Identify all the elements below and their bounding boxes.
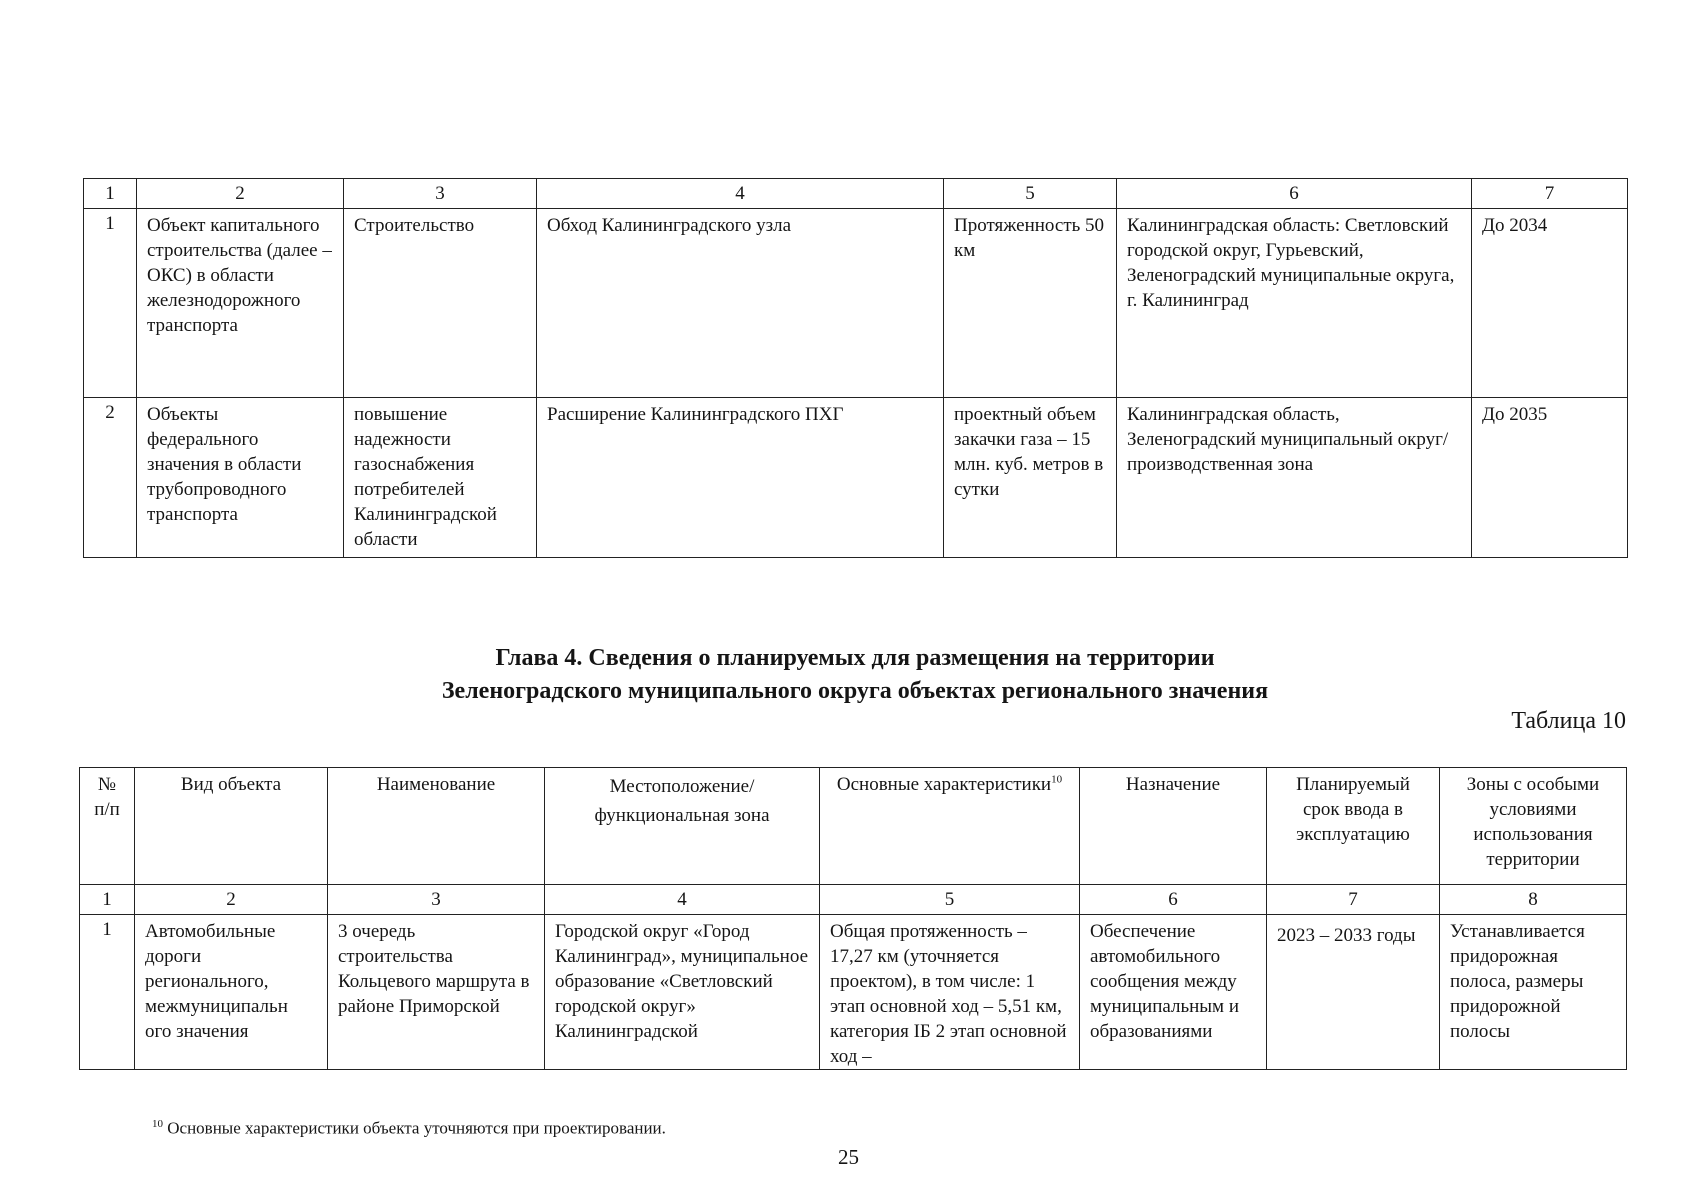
chapter-title-line: Зеленоградского муниципального округа объектах регионального значения — [441, 678, 1269, 704]
chapter-title-line: Глава 4. Сведения о планируемых для размещения на территории — [495, 645, 1215, 671]
object-type: Автомобильные дороги регионального, межмуниципальн ого значения — [135, 915, 328, 1070]
object-name: 3 очередь строительства Кольцевого маршрута в районе Приморской — [328, 915, 545, 1070]
header-type: Вид объекта — [135, 768, 328, 885]
row-number: 1 — [80, 915, 135, 1070]
page-number: 25 — [838, 1145, 859, 1169]
object-purpose: Обеспечение автомобильного сообщения между муниципальным и образованиями — [1080, 915, 1267, 1070]
header-zones: Зоны с особыми условиями использования территории — [1440, 768, 1627, 885]
column-number: 8 — [1440, 885, 1627, 915]
object-zones: Устанавливается придорожная полоса, размеры придорожной полосы — [1440, 915, 1627, 1070]
column-number-row — [80, 885, 1627, 915]
header-characteristics — [820, 768, 1080, 885]
table-row — [84, 209, 1628, 398]
object-deadline: 2023 – 2033 годы — [1267, 915, 1440, 1070]
object-location: Калининградская область: Светловский городской округ, Гурьевский, Зеленоградский муниципальные округа, г. Калининград — [1117, 209, 1472, 398]
footnote-text: Основные характеристики объекта уточняются при проектировании. — [163, 1118, 666, 1138]
header-num: № п/п — [80, 768, 135, 885]
row-number: 1 — [84, 209, 137, 398]
header-deadline: Планируемый срок ввода в эксплуатацию — [1267, 768, 1440, 885]
column-number: 3 — [344, 179, 537, 209]
footnote-number: 10 — [152, 1118, 163, 1130]
header-row — [80, 768, 1627, 885]
column-number: 4 — [545, 885, 820, 915]
header-name: Наименование — [328, 768, 545, 885]
header-purpose: Назначение — [1080, 768, 1267, 885]
object-deadline: До 2034 — [1472, 209, 1628, 398]
object-characteristics: проектный объем закачки газа – 15 млн. куб. метров в сутки — [944, 398, 1117, 558]
object-type: Объекты федерального значения в области трубопроводного транспорта — [137, 398, 344, 558]
object-purpose: Строительство — [344, 209, 537, 398]
table-label: Таблица 10 — [1511, 708, 1626, 734]
table-10 — [79, 767, 1627, 1070]
column-number: 2 — [135, 885, 328, 915]
object-purpose: повышение надежности газоснабжения потребителей Калининградской области — [344, 398, 537, 558]
column-number: 5 — [944, 179, 1117, 209]
column-number-row — [84, 179, 1628, 209]
object-deadline: До 2035 — [1472, 398, 1628, 558]
header-location: Местоположение/ функциональная зона — [545, 768, 820, 885]
row-number: 2 — [84, 398, 137, 558]
column-number: 4 — [537, 179, 944, 209]
column-number: 7 — [1267, 885, 1440, 915]
footnote-ref: 10 — [1051, 773, 1063, 786]
object-name: Обход Калининградского узла — [537, 209, 944, 398]
header-characteristics-text: Основные характеристики — [836, 774, 1052, 795]
footnote — [152, 1118, 666, 1139]
column-number: 5 — [820, 885, 1080, 915]
object-location: Калининградская область, Зеленоградский муниципальный округ/производственная зона — [1117, 398, 1472, 558]
column-number: 3 — [328, 885, 545, 915]
chapter-title — [83, 642, 1627, 708]
object-name: Расширение Калининградского ПХГ — [537, 398, 944, 558]
column-number: 2 — [137, 179, 344, 209]
top-table — [83, 178, 1628, 558]
object-type: Объект капитального строительства (далее – ОКС) в области железнодорожного транспорта — [137, 209, 344, 398]
column-number: 1 — [84, 179, 137, 209]
column-number: 7 — [1472, 179, 1628, 209]
object-location: Городской округ «Город Калининград», муниципальное образование «Светловский городской округ» Калининградской — [545, 915, 820, 1070]
column-number: 6 — [1080, 885, 1267, 915]
column-number: 6 — [1117, 179, 1472, 209]
object-characteristics: Общая протяженность – 17,27 км (уточняется проектом), в том числе: 1 этап основной ход – 5,51 км, категория IБ 2 этап основной ход – — [820, 915, 1080, 1070]
table-row — [80, 915, 1627, 1070]
object-characteristics: Протяженность 50 км — [944, 209, 1117, 398]
table-row — [84, 398, 1628, 558]
column-number: 1 — [80, 885, 135, 915]
